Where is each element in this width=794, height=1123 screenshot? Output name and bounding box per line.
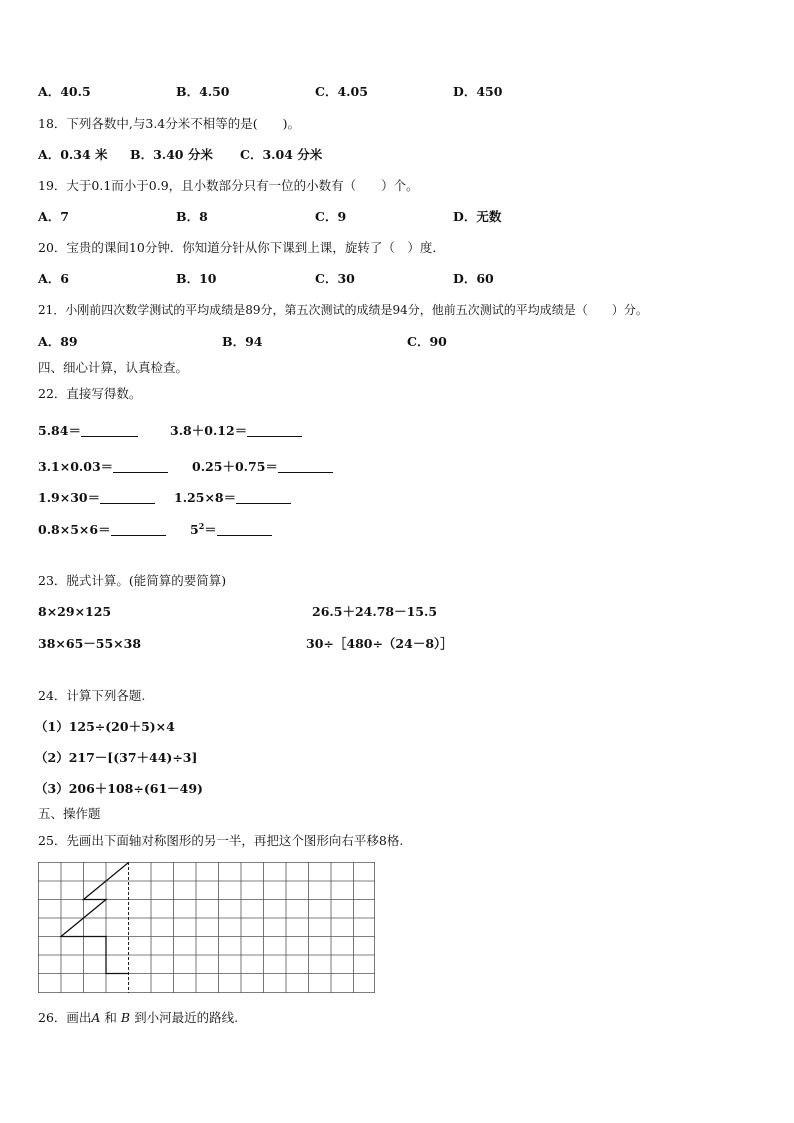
q23-item: 8×29×125 bbox=[38, 604, 112, 619]
q17-option-d: D．450 bbox=[453, 84, 503, 99]
q21-option-b: B．94 bbox=[222, 334, 263, 349]
q18-option-a: A．0.34 米 bbox=[38, 147, 108, 162]
q21-option-c: C．90 bbox=[407, 334, 447, 349]
q22-item: 3.1×0.03＝ bbox=[38, 459, 168, 475]
grid-lines bbox=[38, 862, 375, 993]
q23-item: 38×65－55×38 bbox=[38, 636, 142, 651]
q20-option-a: A．6 bbox=[38, 271, 69, 286]
q19-option-b: B．8 bbox=[176, 209, 208, 224]
q22-item: 3.8＋0.12＝ bbox=[170, 423, 302, 439]
q20-option-c: C．30 bbox=[315, 271, 355, 286]
q22-item: 1.25×8＝ bbox=[174, 490, 291, 506]
q22-item: 0.8×5×6＝ bbox=[38, 522, 166, 538]
q20-option-d: D．60 bbox=[453, 271, 494, 286]
q17-option-a: A．40.5 bbox=[38, 84, 91, 99]
q22-item: 0.25＋0.75＝ bbox=[192, 459, 333, 475]
q24-question: 24．计算下列各题. bbox=[38, 688, 146, 703]
q23-question: 23．脱式计算。(能简算的要简算) bbox=[38, 573, 227, 588]
q20-question: 20．宝贵的课间10分钟．你知道分针从你下课到上课，旋转了（ ）度． bbox=[38, 240, 445, 255]
q25-question: 25．先画出下面轴对称图形的另一半，再把这个图形向右平移8格. bbox=[38, 833, 404, 848]
q18-question: 18．下列各数中,与3.4分米不相等的是( )。 bbox=[38, 116, 301, 131]
q18-option-b: B．3.40 分米 bbox=[130, 147, 213, 162]
q20-option-b: B．10 bbox=[176, 271, 217, 286]
q18-option-c: C．3.04 分米 bbox=[240, 147, 323, 162]
q21-option-a: A．89 bbox=[38, 334, 78, 349]
symmetry-grid bbox=[38, 862, 376, 994]
q19-option-c: C．9 bbox=[315, 209, 347, 224]
q24-item: （3）206＋108÷(61－49) bbox=[35, 781, 203, 796]
q19-option-d: D．无数 bbox=[453, 209, 502, 224]
section-five-title: 五、操作题 bbox=[38, 806, 101, 821]
q26-question: 26．画出A 和 B 到小河最近的路线. bbox=[38, 1010, 239, 1025]
q17-option-c: C．4.05 bbox=[315, 84, 368, 99]
q22-item: $5^2=$ bbox=[190, 522, 272, 538]
section-four-title: 四、细心计算，认真检查。 bbox=[38, 360, 189, 375]
q17-option-b: B．4.50 bbox=[176, 84, 230, 99]
q19-question: 19．大于0.1而小于0.9，且小数部分只有一位的小数有（ ）个。 bbox=[38, 178, 419, 193]
q22-question: 22．直接写得数。 bbox=[38, 386, 142, 401]
q23-item: 30÷［480÷（24－8）］ bbox=[306, 636, 453, 651]
q22-item: 1.9×30＝ bbox=[38, 490, 155, 506]
q23-item: 26.5＋24.78－15.5 bbox=[312, 604, 438, 619]
q22-item: 5.84＝ bbox=[38, 423, 138, 439]
q24-item: （1）125÷(20＋5)×4 bbox=[35, 719, 175, 734]
q24-item: （2）217－[(37＋44)÷3] bbox=[35, 750, 198, 765]
q21-question: 21．小刚前四次数学测试的平均成绩是89分，第五次测试的成绩是94分，他前五次测试的平均成绩是（ ）分。 bbox=[38, 303, 648, 317]
q19-option-a: A．7 bbox=[38, 209, 69, 224]
